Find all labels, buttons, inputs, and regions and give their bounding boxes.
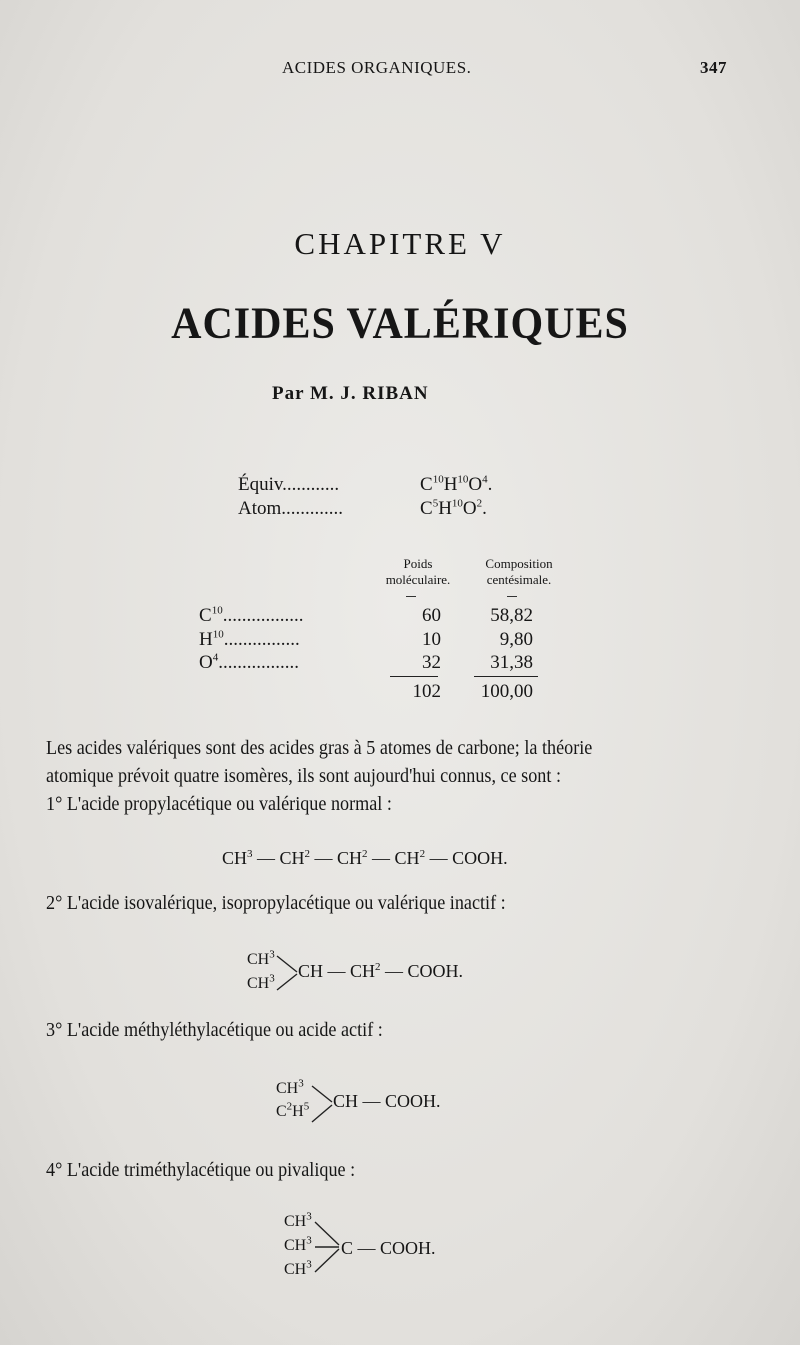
chapter-title: ACIDES VALÉRIQUES — [171, 299, 629, 349]
atomic-formula: $C^5H^{10}O^2$. — [420, 497, 487, 519]
formula-pivalic-branch-top: $CH^3$ — [284, 1210, 312, 1230]
formula-methylethyl-branch-top: $CH^3$ — [276, 1077, 304, 1097]
isomer-heading: 4° L'acide triméthylacétique ou pivalique : — [46, 1160, 356, 1181]
formula-isovaleric-branch-top: $CH^3$ — [247, 948, 275, 968]
formula-isovaleric-branch-bottom: $CH^3$ — [247, 972, 275, 992]
formula-isovaleric-bonds — [276, 950, 300, 996]
formula-methylethyl-chain: CH — COOH. — [333, 1091, 441, 1111]
sum-rule — [390, 676, 438, 677]
header-dash — [507, 596, 517, 597]
weight-value: 10 — [422, 629, 441, 650]
intro-line: atomique prévoit quatre isomères, ils sont aujourd'hui connus, ce sont : — [46, 766, 561, 787]
column-header-weight: Poids moléculaire. — [385, 556, 451, 587]
isomer-heading: 3° L'acide méthyléthylacétique ou acide actif : — [46, 1020, 383, 1041]
atomic-label: Atom............. — [238, 498, 344, 519]
weight-value: 60 — [422, 605, 441, 626]
isomer-heading: 1° L'acide propylacétique ou valérique normal : — [46, 794, 392, 815]
formula-pivalic-chain: C — COOH. — [341, 1238, 436, 1258]
formula-methylethyl-bonds — [311, 1080, 335, 1128]
running-head-title: ACIDES ORGANIQUES. — [282, 58, 472, 77]
formula-pivalic-branch-mid: $CH^3$ — [284, 1234, 312, 1254]
equivalent-formula: $C^{10}H^{10}O^4$. — [420, 473, 493, 495]
formula-methylethyl-branch-bottom: $C^2H^5$ — [276, 1100, 310, 1120]
author-line: Par M. J. RIBAN — [272, 383, 429, 404]
sum-rule — [474, 676, 538, 677]
page-number: 347 — [700, 58, 727, 77]
isomer-heading: 2° L'acide isovalérique, isopropylacétique ou valérique inactif : — [46, 893, 506, 914]
formula-isovaleric-chain: CH — $CH^2$ — COOH. — [298, 961, 464, 981]
total-percent: 100,00 — [480, 681, 533, 702]
formula-propylacetic: $CH^3$ — $CH^2$ — $CH^2$ — $CH^2$ — COOH. — [222, 848, 508, 868]
total-weight: 102 — [412, 681, 441, 702]
chapter-heading: CHAPITRE V — [294, 226, 506, 261]
formula-pivalic-bonds — [314, 1214, 342, 1280]
percent-value: 58,82 — [490, 605, 533, 626]
weight-value: 32 — [422, 652, 441, 673]
equivalent-label: Équiv............ — [238, 474, 340, 495]
formula-pivalic-branch-bottom: $CH^3$ — [284, 1258, 312, 1278]
column-header-composition: Composition centésimale. — [485, 556, 553, 587]
percent-value: 9,80 — [499, 629, 533, 650]
header-dash — [406, 596, 416, 597]
intro-line: Les acides valériques sont des acides gras à 5 atomes de carbone; la théorie — [46, 738, 593, 759]
percent-value: 31,38 — [490, 652, 533, 673]
book-page: ACIDES ORGANIQUES. 347 CHAPITRE V ACIDES VALÉRIQUES Par M. J. RIBAN Équiv............ $C^{10}H^{10}O^4$. Atom............. $C^5H^{10}O^2$. Poids moléculaire. Composition centésimale. $C^{10}$................. 60 58,82 $H^{10}$................ 10 9,80 $O^4$................. 32 31,38 102 100,00 Les acides valériques sont des acides gras à 5 atomes de carbone; la théorie atomique prévoit quatre isomères, ils sont aujourd'hui connus, ce sont : 1° L'acide propylacétique ou valérique normal : $CH^3$ — $CH^2$ — $CH^2$ — $CH^2$ — COOH. 2° L'acide isovalérique, isopropylacétique ou valérique inactif : $CH^3$ $CH^3$ CH — $CH^2$ — COOH. 3° L'acide méthyléthylacétique ou acide actif : $CH^3$ $C^2H^5$ CH — COOH. 4° L'acide triméthylacétique ou pivalique : $CH^3$ $CH^3$ $CH^3$ C — COOH. — [0, 0, 800, 1345]
